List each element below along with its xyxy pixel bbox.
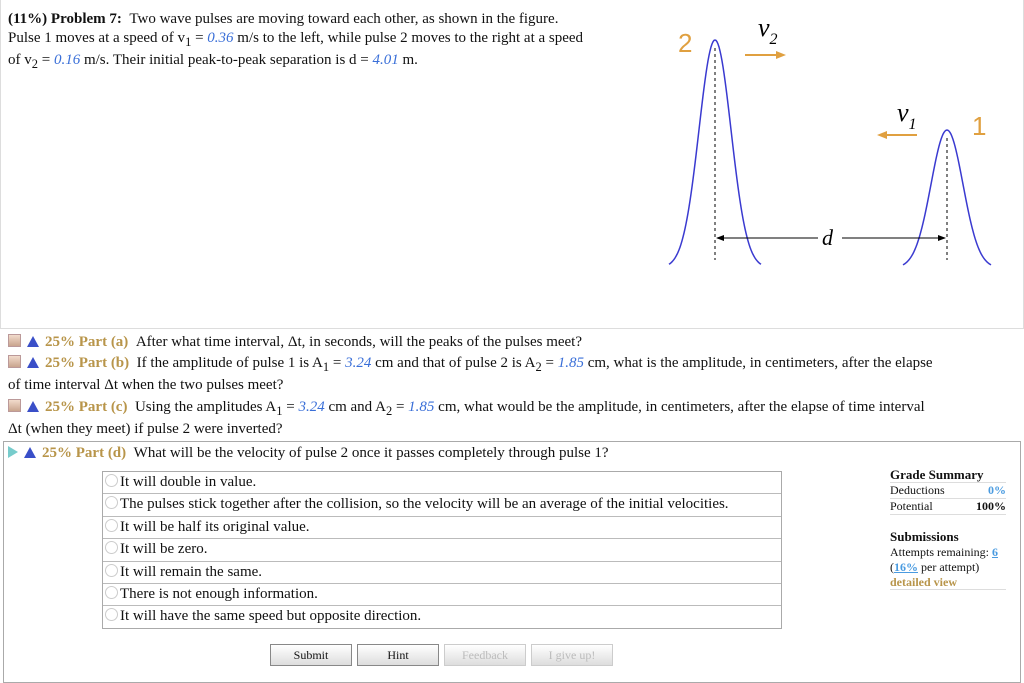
- warning-icon: [27, 401, 39, 412]
- give-up-button[interactable]: I give up!: [531, 644, 613, 666]
- pulse-2-label: 2: [678, 28, 693, 58]
- wave-figure: [0, 0, 1024, 300]
- option[interactable]: The pulses stick together after the collision, so the velocity will be an average of the initial velocities.: [103, 494, 781, 516]
- problem-line-3: of $v_2 = 0.16$ m/s. Their initial peak-to-peak separation is d = 4.01 m.: [8, 52, 418, 71]
- warning-icon: [27, 336, 39, 347]
- option[interactable]: There is not enough information.: [103, 584, 781, 606]
- part-a[interactable]: 25% Part (a) After what time interval, Δt, in seconds, will the peaks of the pulses meet?: [8, 331, 582, 353]
- radio[interactable]: [105, 519, 118, 532]
- feedback-button[interactable]: Feedback: [444, 644, 526, 666]
- v2-label: $v_2$: [758, 13, 778, 48]
- option[interactable]: It will have the same speed but opposite direction.: [103, 606, 781, 627]
- part-b-cont: of time interval Δt when the two pulses meet?: [8, 377, 284, 393]
- part-c-cont: Δt (when they meet) if pulse 2 were inverted?: [8, 421, 283, 437]
- part-d: 25% Part (d) What will be the velocity of pulse 2 once it passes completely through pulse 1?: [8, 442, 609, 464]
- radio[interactable]: [105, 541, 118, 554]
- part-c[interactable]: 25% Part (c) Using the amplitudes $A_1 = 3.24$ cm and $A_2 = 1.85$ cm, what would be the amplitude, in centimeters, after the elapse of time interval: [8, 396, 925, 422]
- warning-icon: [24, 447, 36, 458]
- radio[interactable]: [105, 474, 118, 487]
- pulse-1-label: 1: [972, 111, 987, 141]
- radio[interactable]: [105, 586, 118, 599]
- option[interactable]: It will remain the same.: [103, 562, 781, 584]
- radio[interactable]: [105, 608, 118, 621]
- problem-line-2: Pulse 1 moves at a speed of $v_1 = 0.36$ m/s to the left, while pulse 2 moves to the right at a speed: [8, 30, 584, 49]
- grade-summary: Grade Summary Deductions 0% Potential 100% Submissions Attempts remaining: 6 (16% per attempt) detailed view: [890, 467, 1006, 589]
- attempts-remaining: 6: [991, 545, 998, 559]
- collapse-icon[interactable]: [8, 399, 21, 412]
- hint-button[interactable]: Hint: [357, 644, 439, 666]
- option[interactable]: It will double in value.: [103, 472, 781, 494]
- submit-button[interactable]: Submit: [270, 644, 352, 666]
- answer-options: [102, 471, 782, 629]
- radio[interactable]: [105, 496, 118, 509]
- radio[interactable]: [105, 564, 118, 577]
- v1-label: $v_1$: [897, 98, 917, 133]
- expand-icon[interactable]: [8, 446, 18, 458]
- option[interactable]: It will be half its original value.: [103, 517, 781, 539]
- d-label: d: [822, 225, 833, 250]
- collapse-icon[interactable]: [8, 334, 21, 347]
- problem-line-1: (11%) Problem 7: Two wave pulses are moving toward each other, as shown in the figure.: [8, 11, 559, 27]
- option[interactable]: It will be zero.: [103, 539, 781, 561]
- detailed-view-link[interactable]: detailed view: [890, 575, 1006, 590]
- part-b[interactable]: 25% Part (b) If the amplitude of pulse 1 is $A_1 = 3.24$ cm and that of pulse 2 is $A_2 = 1.85$ cm, what is the amplitude, in centimeters, after the elapse: [8, 352, 933, 378]
- collapse-icon[interactable]: [8, 355, 21, 368]
- warning-icon: [27, 357, 39, 368]
